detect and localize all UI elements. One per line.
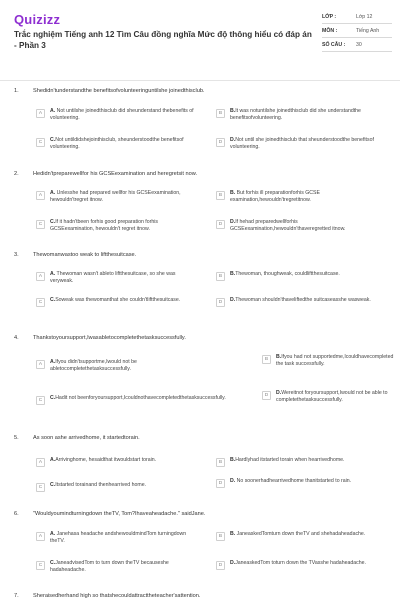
page-header <box>0 0 400 80</box>
option-d[interactable] <box>262 390 398 403</box>
option-letter: C. <box>50 395 56 401</box>
option-checkbox[interactable]: C <box>36 298 45 307</box>
option-letter: A. <box>50 108 56 114</box>
header-divider <box>0 80 400 81</box>
option-text: If it hadn'tbeen forhis good preparation forhis GCSEexamination, hewouldn't regret itnow. <box>50 219 158 232</box>
option-checkbox[interactable]: B <box>216 109 225 118</box>
option-a[interactable] <box>36 359 200 372</box>
option-text: If hehad preparedwellforhis GCSEexamination,hewouldn'thaveregretted itnow. <box>230 219 346 232</box>
question-text: "Wouldyoumindturningdown theTV, Tom?Ihaveaheadache." saidJane. <box>33 511 206 517</box>
option-b[interactable] <box>216 531 380 541</box>
meta-info <box>322 14 392 56</box>
option-text: Janehasa headache andshewouldmindTom turningdown theTV. <box>50 531 187 544</box>
option-checkbox[interactable]: B <box>216 532 225 541</box>
option-text: JaneaskedTomturn down theTV and shehadaheadache. <box>235 531 366 537</box>
option-letter: C. <box>50 219 56 225</box>
option-text: JaneaskedTom toturn down the TVasshe hadaheadache. <box>235 560 366 566</box>
option-text: But forhis ill preparationforhis GCSE examination,hewouldn'tregretitnow. <box>230 190 320 203</box>
option-d[interactable] <box>216 297 380 307</box>
meta-row-count <box>322 42 392 52</box>
option-c[interactable] <box>36 137 200 150</box>
option-text: Not untildidshejointhisclub, sheunderstoodthe benefitsof volunteering. <box>50 137 184 150</box>
meta-value: 30 <box>356 42 362 48</box>
option-text: Arrivinghome, hesaidthat itwouldstart torain. <box>55 457 157 463</box>
option-a[interactable] <box>36 457 200 467</box>
meta-row-class <box>322 14 392 24</box>
option-text: Soweak was thewomanthat she couldn'tliftthesuitcase. <box>55 297 181 303</box>
question-stem <box>14 335 394 341</box>
question-number: 6. <box>14 511 19 517</box>
question-number: 3. <box>14 252 19 258</box>
option-checkbox[interactable]: C <box>36 396 45 405</box>
page-title: Trắc nghiệm Tiếng anh 12 Tìm Câu đồng nghĩa Mức độ thông hiểu có đáp án - Phần 3 <box>14 30 312 50</box>
option-checkbox[interactable]: A <box>36 532 45 541</box>
option-letter: B. <box>230 531 236 537</box>
option-letter: D. <box>230 137 236 143</box>
option-text: JaneadvisedTom to turn down theTV becauseshe hadaheadache. <box>50 560 169 573</box>
question-stem <box>14 252 394 258</box>
option-checkbox[interactable]: A <box>36 191 45 200</box>
option-checkbox[interactable]: C <box>36 220 45 229</box>
question-text: Shedidn'tunderstandthe benefitsofvolunteeringuntilshe joinedthisclub. <box>33 88 205 94</box>
option-letter: A. <box>50 457 56 463</box>
option-b[interactable] <box>262 354 398 367</box>
option-text: Thewoman, thoughweak, couldliftthesuitcase. <box>235 271 340 277</box>
option-c[interactable] <box>36 482 200 492</box>
question-number: 7. <box>14 593 19 599</box>
option-letter: B. <box>276 354 282 360</box>
option-letter: D. <box>230 560 236 566</box>
option-checkbox[interactable]: D <box>216 138 225 147</box>
option-checkbox[interactable]: B <box>216 458 225 467</box>
option-text: Wereitnot foryoursupport,Iwould not be able to completethetasksuccessfully. <box>276 390 388 403</box>
option-letter: D. <box>230 297 236 303</box>
option-text: Hardlyhad itstarted torain when hearrivedhome. <box>235 457 345 463</box>
option-letter: D. <box>230 478 236 484</box>
question-number: 1. <box>14 88 19 94</box>
option-checkbox[interactable]: A <box>36 458 45 467</box>
option-text: Ifyou had not supportedme,Icouldhavecompleted the task successfully. <box>276 354 394 367</box>
question-stem <box>14 171 394 177</box>
option-letter: B. <box>230 271 236 277</box>
option-c[interactable] <box>36 219 200 232</box>
question-text: Hedidn'tpreparewellfor his GCSEexamination and heregretsit now. <box>33 171 197 177</box>
option-text: Hadit not beenforyoursupport,Icouldnothavecompletedthetasksuccessfully. <box>55 395 226 401</box>
question-number: 5. <box>14 435 19 441</box>
meta-row-subject <box>322 28 392 38</box>
option-b[interactable] <box>216 271 380 281</box>
option-letter: A. <box>50 190 56 196</box>
option-text: Itstarted torainand thenhearrived home. <box>55 482 147 488</box>
option-checkbox[interactable]: A <box>36 360 45 369</box>
question-text: Thewomanwastoo weak to liftthesuitcase. <box>33 252 137 258</box>
option-checkbox[interactable]: C <box>36 138 45 147</box>
option-letter: C. <box>50 137 56 143</box>
option-checkbox[interactable]: D <box>216 479 225 488</box>
meta-label: SỐ CÂU : <box>322 42 346 48</box>
option-letter: B. <box>230 190 236 196</box>
question-number: 2. <box>14 171 19 177</box>
question-stem <box>14 511 394 517</box>
option-letter: C. <box>50 560 56 566</box>
option-b[interactable] <box>216 190 380 203</box>
option-a[interactable] <box>36 531 200 544</box>
option-letter: B. <box>230 457 236 463</box>
option-checkbox[interactable]: C <box>36 561 45 570</box>
option-checkbox[interactable]: B <box>216 191 225 200</box>
option-text: It was notuntilshe joinedthisclub did she understandthe benefitsofvolunteering. <box>230 108 361 121</box>
option-checkbox[interactable]: C <box>36 483 45 492</box>
option-letter: A. <box>50 271 56 277</box>
option-c[interactable] <box>36 297 200 307</box>
option-checkbox[interactable]: D <box>216 220 225 229</box>
meta-value: Tiếng Anh <box>356 28 380 34</box>
option-checkbox[interactable]: D <box>216 298 225 307</box>
option-checkbox[interactable]: B <box>216 272 225 281</box>
question-text: As soon ashe arrivedhome, it startedtorain. <box>33 435 140 441</box>
option-letter: D. <box>230 219 236 225</box>
option-c[interactable] <box>36 560 200 573</box>
option-text: Thewoman wasn't ableto liftthesuitcase, so she was veryweak. <box>50 271 176 284</box>
option-checkbox[interactable]: B <box>262 355 271 364</box>
option-text: Unlesshe had prepared wellfor his GCSEexamination, hewouldn'tregret itnow. <box>50 190 181 203</box>
question-stem <box>14 593 394 599</box>
question-number: 4. <box>14 335 19 341</box>
option-checkbox[interactable]: D <box>262 391 271 400</box>
option-letter: D. <box>276 390 282 396</box>
option-d[interactable] <box>216 478 380 488</box>
question-text: Thankstoyoursupport,Iwasabletocompletethetasksuccessfully. <box>33 335 186 341</box>
option-letter: A. <box>50 359 56 365</box>
option-b[interactable] <box>216 108 380 121</box>
option-letter: B. <box>230 108 236 114</box>
question-stem <box>14 435 394 441</box>
option-c[interactable] <box>36 395 262 405</box>
option-a[interactable] <box>36 271 200 284</box>
option-a[interactable] <box>36 108 200 121</box>
option-letter: A. <box>50 531 56 537</box>
option-checkbox[interactable]: D <box>216 561 225 570</box>
option-text: Ifyou didn'tsupportme,Iwould not be abletocompletethetasksuccessfully. <box>50 359 137 372</box>
option-text: Thewoman shouldn'thaveliftedthe suitcaseasshe wasweak. <box>235 297 371 303</box>
question-text: Sheraisedherhand high so thatshecouldattracttheteacher'sattention. <box>33 593 201 599</box>
question-stem <box>14 88 394 94</box>
option-a[interactable] <box>36 190 200 203</box>
option-text: Not untilshe joinedthisclub did sheunderstand thebenefits of volunteering. <box>50 108 194 121</box>
meta-value: Lớp 12 <box>356 14 373 20</box>
option-checkbox[interactable]: A <box>36 272 45 281</box>
meta-label: LỚP : <box>322 14 337 20</box>
option-checkbox[interactable]: A <box>36 109 45 118</box>
option-text: No soonerhadhearrivedhome thanitstarted to rain. <box>235 478 352 484</box>
option-d[interactable] <box>216 137 380 150</box>
option-b[interactable] <box>216 457 380 467</box>
option-text: Not until she joinedthisclub that sheunderstoodthe benefitsof volunteering. <box>230 137 374 150</box>
option-d[interactable] <box>216 219 380 232</box>
option-letter: C. <box>50 297 56 303</box>
option-letter: C. <box>50 482 56 488</box>
option-d[interactable] <box>216 560 380 570</box>
brand-logo[interactable]: Quizizz <box>14 12 61 27</box>
meta-label: MÔN : <box>322 28 338 34</box>
